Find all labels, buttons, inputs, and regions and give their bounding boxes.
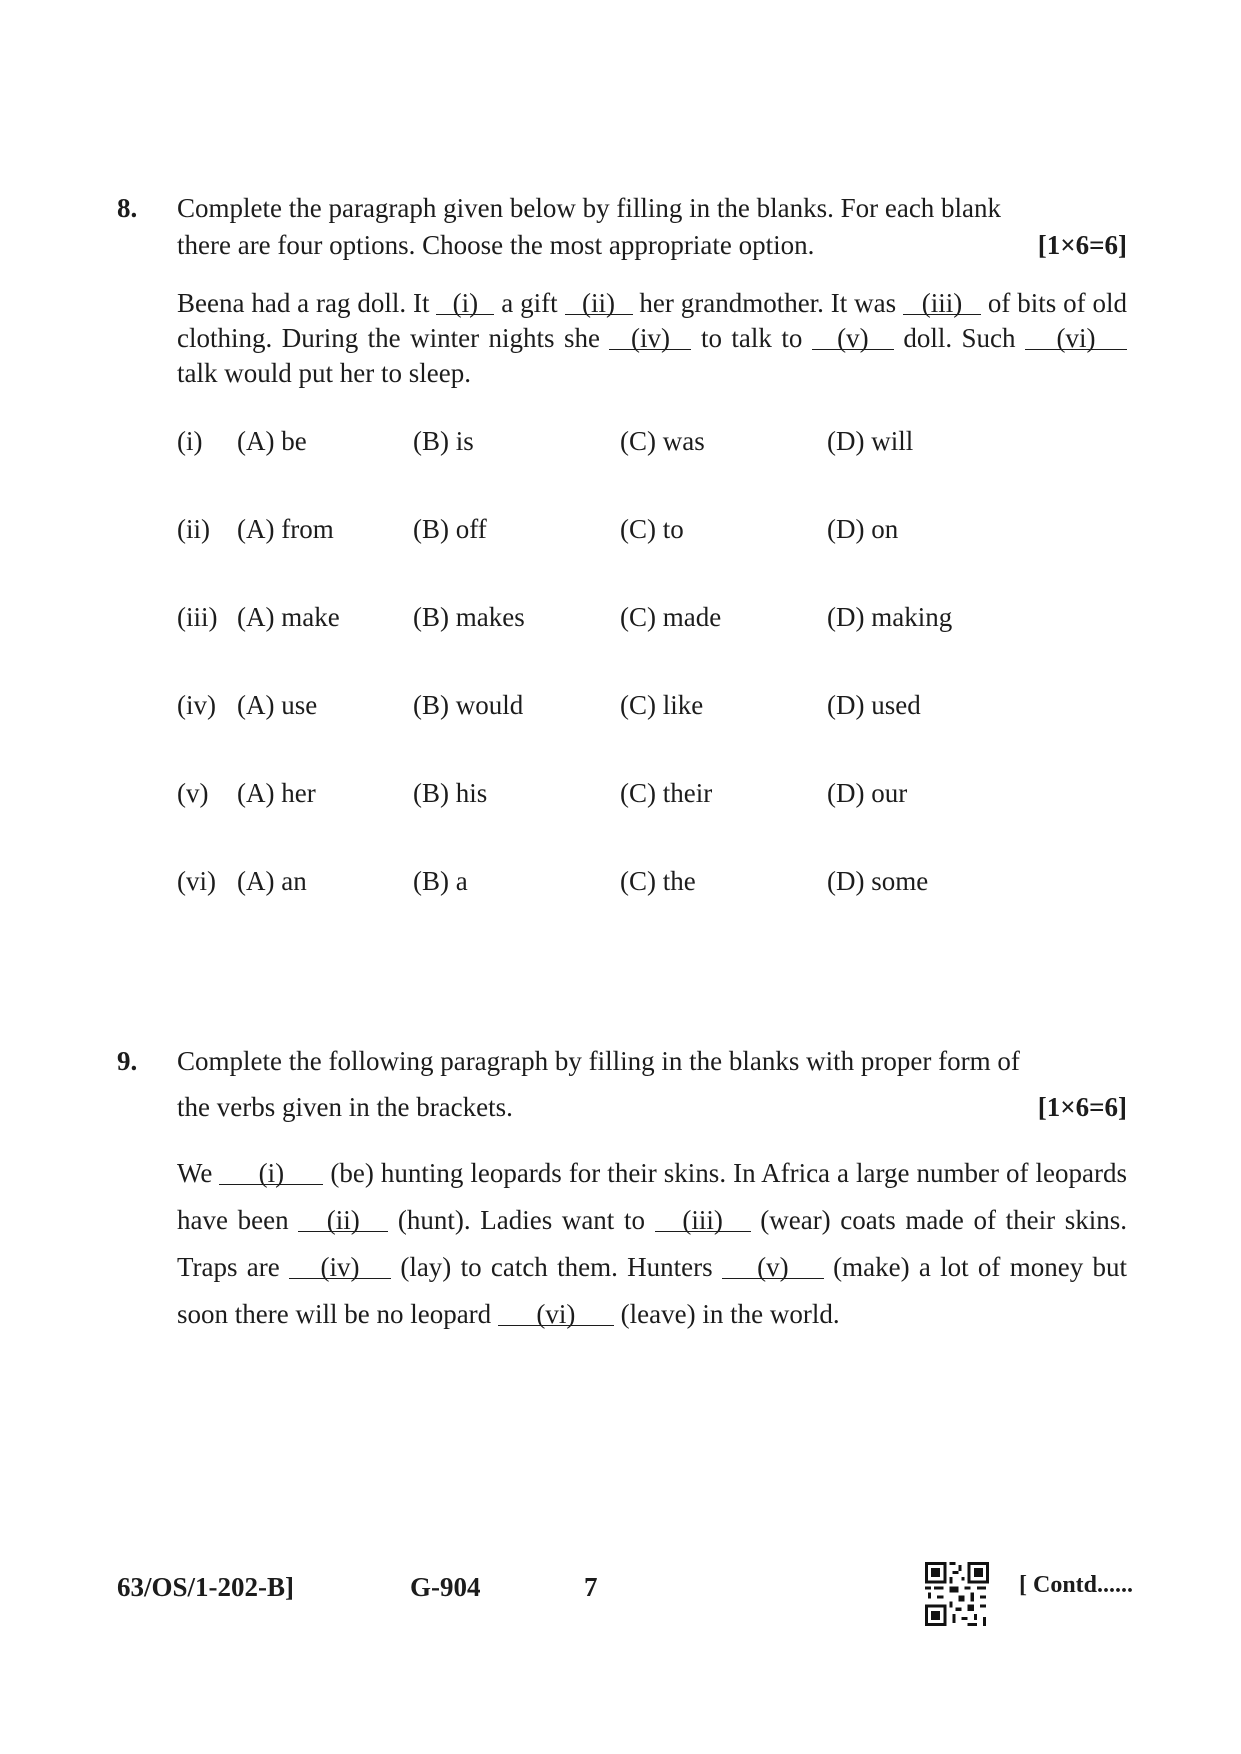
paragraph-text: of bits of old clothing. During the winter nights she [177, 288, 1128, 353]
option-a: (A) use [237, 690, 318, 720]
option-row [177, 690, 1077, 778]
q8-options [177, 426, 1077, 954]
instruction-line: the verbs given in the brackets. [177, 1092, 513, 1122]
paragraph-text: (make) a lot of money but soon there will be no leopard [177, 1252, 1127, 1329]
option-number: (iii) [177, 602, 218, 632]
paragraph-text: (be) hunting leopards for their skins. In Africa a large number of leopards have been [177, 1158, 1127, 1235]
option-b: (B) his [413, 778, 488, 808]
question-9 [117, 1038, 1127, 1130]
option-b: (B) off [413, 514, 487, 544]
option-a: (A) be [237, 426, 307, 456]
blank-marker: (vi) [1025, 327, 1127, 350]
instruction-line: there are four options. Choose the most appropriate option. [177, 230, 815, 260]
blank-marker: (i) [436, 292, 494, 315]
option-row [177, 778, 1077, 866]
option-d: (D) making [827, 602, 953, 632]
blank-marker: (vi) [498, 1303, 614, 1326]
option-b: (B) is [413, 426, 474, 456]
option-d: (D) some [827, 866, 929, 896]
option-b: (B) would [413, 690, 524, 720]
blank-marker: (ii) [565, 292, 633, 315]
paragraph-text: talk would put her to sleep. [177, 358, 471, 388]
option-number: (i) [177, 426, 203, 456]
series-code: G-904 [410, 1572, 481, 1602]
question-number: 9. [117, 1046, 138, 1076]
option-d: (D) used [827, 690, 921, 720]
option-number: (v) [177, 778, 209, 808]
marks: [1×6=6] [1037, 1092, 1127, 1122]
continued-label: [ Contd...... [1019, 1572, 1134, 1598]
option-c: (C) their [620, 778, 713, 808]
option-a: (A) make [237, 602, 340, 632]
option-a: (A) an [237, 866, 307, 896]
option-c: (C) was [620, 426, 705, 456]
instruction-line: Complete the paragraph given below by filling in the blanks. For each blank [177, 193, 1002, 223]
qr-code-icon [925, 1562, 989, 1626]
marks: [1×6=6] [1037, 230, 1127, 260]
paragraph-text: to talk to [700, 323, 803, 353]
paragraph-text: (hunt). Ladies want to [397, 1205, 645, 1235]
question-8 [117, 190, 1127, 264]
option-row [177, 514, 1077, 602]
option-row [177, 602, 1077, 690]
option-b: (B) makes [413, 602, 525, 632]
blank-marker: (i) [219, 1162, 323, 1185]
paragraph-text: (leave) in the world. [620, 1299, 840, 1329]
option-a: (A) her [237, 778, 316, 808]
option-row [177, 866, 1077, 954]
blank-marker: (v) [812, 327, 894, 350]
paper-code: 63/OS/1-202-B] [117, 1572, 295, 1602]
option-number: (ii) [177, 514, 210, 544]
page-footer [117, 1562, 1134, 1622]
question-number: 8. [117, 193, 138, 223]
option-row [177, 426, 1077, 514]
instruction-line: Complete the following paragraph by filling in the blanks with proper form of [177, 1046, 1020, 1076]
blank-marker: (v) [722, 1256, 824, 1279]
page-number: 7 [584, 1572, 598, 1602]
blank-marker: (iii) [903, 292, 981, 315]
option-c: (C) like [620, 690, 704, 720]
q8-paragraph [117, 286, 1127, 391]
paragraph-text: (wear) coats made of their skins. Traps are [177, 1205, 1128, 1282]
paragraph-text: We [177, 1158, 213, 1188]
paragraph-text: (lay) to catch them. Hunters [400, 1252, 713, 1282]
paragraph-text: Beena had a rag doll. It [177, 288, 430, 318]
blank-marker: (ii) [298, 1209, 388, 1232]
option-number: (iv) [177, 690, 216, 720]
blank-marker: (iv) [609, 327, 691, 350]
q9-paragraph [117, 1150, 1127, 1338]
paragraph-text: her grandmother. It was [639, 288, 897, 318]
blank-marker: (iii) [655, 1209, 751, 1232]
paragraph-text: doll. Such [903, 323, 1016, 353]
option-d: (D) our [827, 778, 908, 808]
option-d: (D) will [827, 426, 914, 456]
paragraph-text: a gift [501, 288, 558, 318]
option-a: (A) from [237, 514, 334, 544]
option-d: (D) on [827, 514, 899, 544]
blank-marker: (iv) [289, 1256, 391, 1279]
option-b: (B) a [413, 866, 468, 896]
option-c: (C) to [620, 514, 684, 544]
option-c: (C) made [620, 602, 722, 632]
option-number: (vi) [177, 866, 216, 896]
option-c: (C) the [620, 866, 696, 896]
